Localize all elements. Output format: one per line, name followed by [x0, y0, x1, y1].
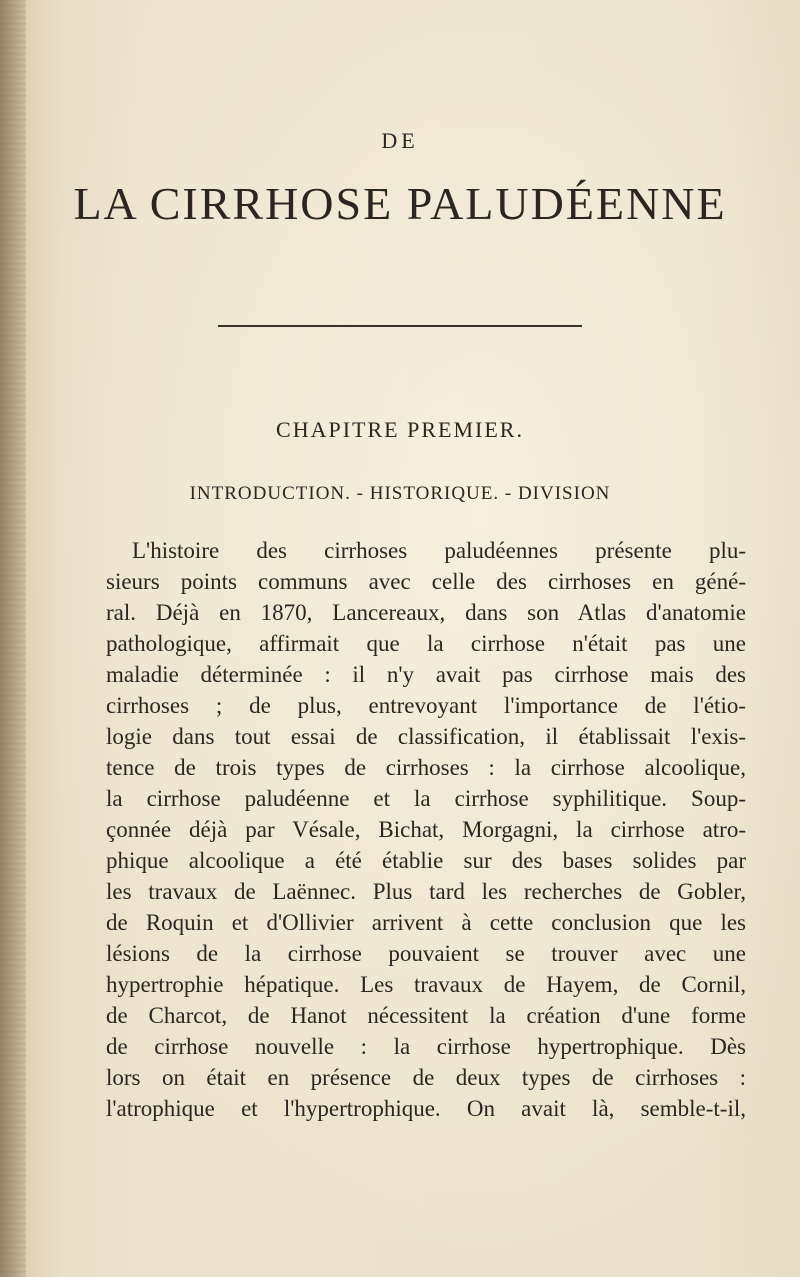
- pre-title: DE: [381, 128, 419, 153]
- paragraph-line: pathologique, affirmait que la cirrhose n'était pas une: [106, 631, 746, 656]
- body-paragraph: [106, 535, 746, 1124]
- title-divider-rule: [218, 325, 582, 327]
- chapter-subheading: INTRODUCTION. - HISTORIQUE. - DIVISION: [189, 483, 611, 504]
- paragraph-line: hypertrophie hépatique. Les travaux de Hayem, de Cornil,: [106, 972, 746, 997]
- paragraph-line: ral. Déjà en 1870, Lancereaux, dans son Atlas d'anatomie: [106, 600, 746, 625]
- paragraph-line: cirrhoses ; de plus, entrevoyant l'importance de l'étio-: [106, 693, 746, 718]
- paragraph-line: logie dans tout essai de classification, il établissait l'exis-: [106, 724, 746, 749]
- paragraph-line: de Charcot, de Hanot nécessitent la création d'une forme: [106, 1003, 746, 1028]
- paragraph-line: sieurs points communs avec celle des cirrhoses en géné-: [106, 569, 746, 594]
- paragraph-line: l'atrophique et l'hypertrophique. On avait là, semble-t-il,: [106, 1096, 746, 1121]
- paragraph-line: de Roquin et d'Ollivier arrivent à cette conclusion que les: [106, 910, 746, 935]
- paragraph-line: çonnée déjà par Vésale, Bichat, Morgagni, la cirrhose atro-: [106, 817, 746, 842]
- paragraph-line: L'histoire des cirrhoses paludéennes présente plu-: [132, 538, 746, 563]
- paragraph-line: de cirrhose nouvelle : la cirrhose hypertrophique. Dès: [106, 1034, 746, 1059]
- paragraph-line: maladie déterminée : il n'y avait pas cirrhose mais des: [106, 662, 746, 687]
- paragraph-line: tence de trois types de cirrhoses : la cirrhose alcoolique,: [106, 755, 746, 780]
- main-title: LA CIRRHOSE PALUDÉENNE: [73, 178, 727, 229]
- paragraph-line: lors on était en présence de deux types de cirrhoses :: [106, 1065, 746, 1090]
- chapter-heading: CHAPITRE PREMIER.: [276, 417, 524, 442]
- paragraph-line: lésions de la cirrhose pouvaient se trouver avec une: [106, 941, 746, 966]
- paragraph-line: la cirrhose paludéenne et la cirrhose syphilitique. Soup-: [106, 786, 746, 811]
- paragraph-line: les travaux de Laënnec. Plus tard les recherches de Gobler,: [106, 879, 746, 904]
- paragraph-line: phique alcoolique a été établie sur des bases solides par: [106, 848, 746, 873]
